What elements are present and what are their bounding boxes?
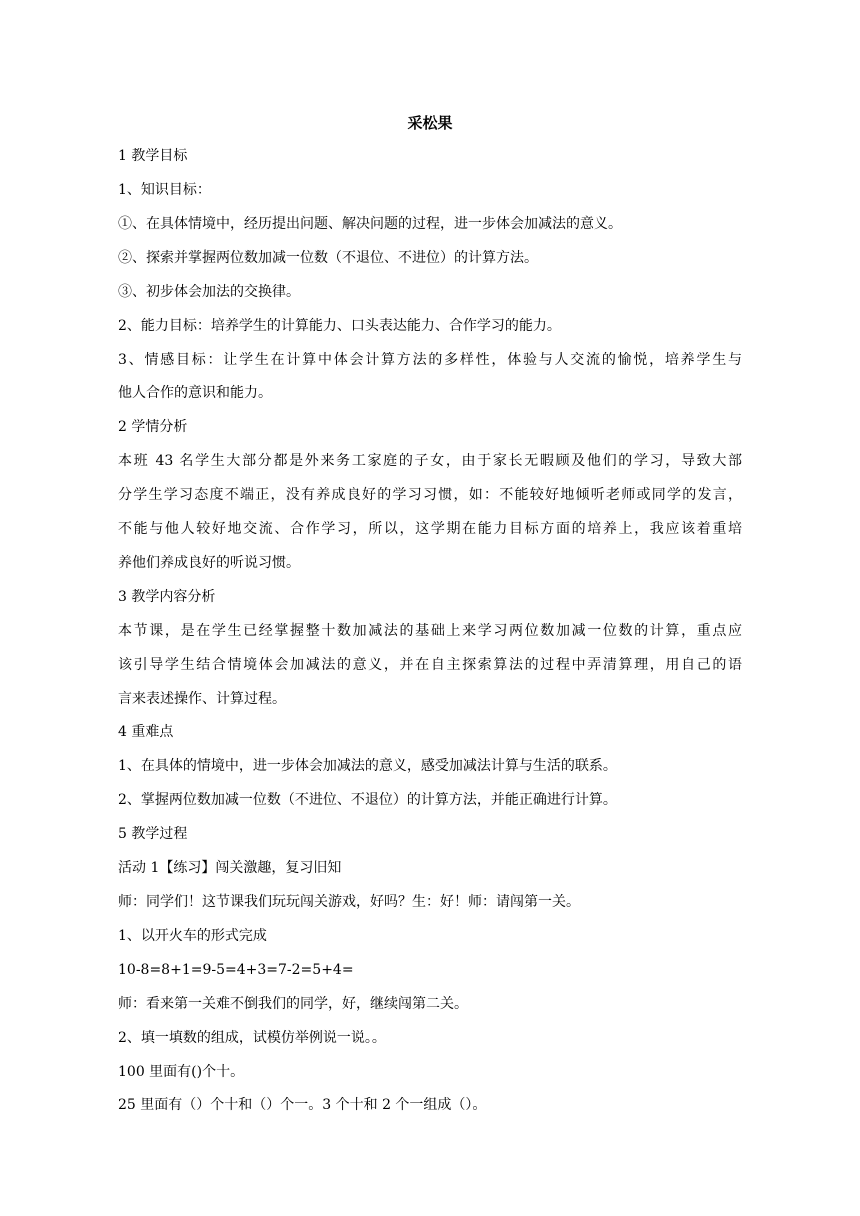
paragraph-line: 活动 1【练习】闯关激趣，复习旧知 [118, 860, 342, 876]
paragraph-line: 养他们养成良好的听说习惯。 [118, 555, 300, 571]
paragraph-line: ②、探索并掌握两位数加减一位数（不退位、不进位）的计算方法。 [118, 250, 538, 266]
document-title: 采松果 [407, 114, 453, 132]
paragraph-line: 100 里面有()个十。 [118, 1064, 245, 1080]
paragraph-line: 2、掌握两位数加减一位数（不进位、不退位）的计算方法，并能正确进行计算。 [118, 792, 617, 808]
paragraph-line: 10-8=8+1=9-5=4+3=7-2=5+4= [118, 962, 354, 978]
paragraph-line: ③、初步体会加法的交换律。 [118, 284, 300, 300]
paragraph-line: 2、填一填数的组成，试模仿举例说一说。。 [118, 1030, 386, 1046]
section-heading: 4 重难点 [118, 724, 174, 740]
paragraph-line: 25 里面有（）个十和（）个一。3 个十和 2 个一组成（）。 [118, 1097, 487, 1113]
paragraph-line: 1、知识目标： [118, 182, 211, 198]
paragraph-line: 2、能力目标：培养学生的计算能力、口头表达能力、合作学习的能力。 [118, 318, 561, 334]
paragraph-line: 1、在具体的情境中，进一步体会加减法的意义，感受加减法计算与生活的联系。 [118, 758, 617, 774]
paragraph-line: 师：同学们！这节课我们玩玩闯关游戏，好吗？生：好！师：请闯第一关。 [118, 894, 580, 910]
paragraph-line: 3、情感目标：让学生在计算中体会计算方法的多样性，体验与人交流的愉悦，培养学生与 [118, 352, 742, 368]
paragraph-line: 他人合作的意识和能力。 [118, 385, 272, 401]
paragraph-line: ①、在具体情境中，经历提出问题、解决问题的过程，进一步体会加减法的意义。 [118, 216, 622, 232]
paragraph-line: 本班 43 名学生大部分都是外来务工家庭的子女，由于家长无暇顾及他们的学习，导致大部 [118, 453, 742, 469]
section-heading: 5 教学过程 [118, 826, 188, 842]
paragraph-line: 言来表述操作、计算过程。 [118, 691, 286, 707]
section-heading: 2 学情分析 [118, 419, 188, 435]
paragraph-line: 不能与他人较好地交流、合作学习，所以，这学期在能力目标方面的培养上，我应该着重培 [118, 521, 742, 537]
section-heading: 3 教学内容分析 [118, 589, 216, 605]
paragraph-line: 本节课，是在学生已经掌握整十数加减法的基础上来学习两位数加减一位数的计算，重点应 [118, 623, 742, 639]
section-heading: 1 教学目标 [118, 148, 188, 164]
paragraph-line: 师：看来第一关难不倒我们的同学，好，继续闯第二关。 [118, 996, 468, 1012]
paragraph-line: 该引导学生结合情境体会加减法的意义，并在自主探索算法的过程中弄清算理，用自己的语 [118, 657, 742, 673]
paragraph-line: 1、以开火车的形式完成 [118, 928, 267, 944]
paragraph-line: 分学生学习态度不端正，没有养成良好的学习习惯，如：不能较好地倾听老师或同学的发言， [118, 487, 742, 503]
